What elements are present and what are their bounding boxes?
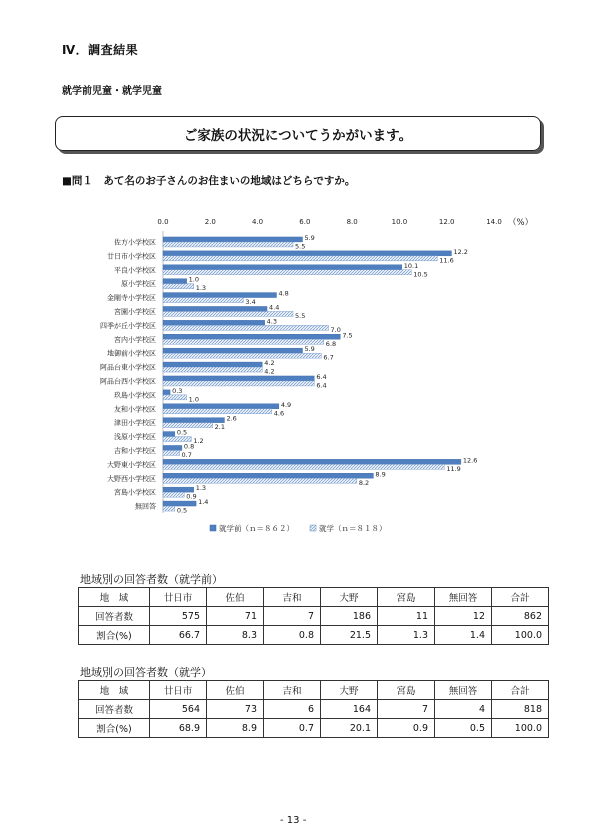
table-cell: 8.9	[207, 719, 264, 738]
bar-school	[163, 492, 184, 497]
region-bar-chart	[0, 205, 599, 540]
bar-school	[163, 311, 293, 316]
bar-school	[163, 353, 321, 358]
category-label: 大野西小学校区	[107, 474, 156, 483]
table2	[78, 680, 549, 738]
bar-school	[163, 381, 314, 386]
bar-preschool	[163, 404, 279, 409]
data-label: 5.9	[304, 345, 315, 354]
category-label: 宮園小学校区	[114, 307, 156, 316]
table-cell: 862	[492, 607, 549, 626]
category-label: 廿日市小学校区	[107, 252, 156, 261]
bar-school	[163, 325, 329, 330]
category-label: 金剛寺小学校区	[107, 294, 156, 303]
bar-school	[163, 339, 324, 344]
table-cell: 100.0	[492, 626, 549, 645]
data-label: 1.3	[195, 284, 207, 293]
category-label: 阿品台東小学校区	[100, 363, 156, 372]
table-cell: 575	[150, 607, 207, 626]
data-label: 7.5	[342, 331, 353, 340]
category-label: 宮内小学校区	[114, 335, 156, 344]
category-label: 津田小学校区	[114, 419, 156, 428]
bar-preschool	[163, 445, 182, 450]
table-cell: 186	[321, 607, 378, 626]
page-number: - 13 -	[280, 815, 307, 826]
bar-preschool	[163, 432, 175, 437]
table-header-cell: 無回答	[435, 588, 492, 607]
category-label: 四季が丘小学校区	[100, 321, 156, 330]
data-label: 6.8	[325, 339, 337, 348]
bar-school	[163, 298, 243, 303]
data-label: 4.2	[264, 359, 275, 368]
legend-label: 就学前（ｎ＝８６２）	[219, 524, 294, 533]
table-cell: 1.4	[435, 626, 492, 645]
bar-preschool	[163, 362, 262, 367]
table-cell: 0.7	[264, 719, 321, 738]
bar-school	[163, 437, 191, 442]
bar-school	[163, 242, 293, 247]
table-header-cell: 廿日市	[150, 588, 207, 607]
table-cell: 0.8	[264, 626, 321, 645]
table-header-cell: 宮島	[378, 588, 435, 607]
category-label: 地御前小学校区	[107, 349, 156, 358]
bar-school	[163, 256, 437, 261]
bar-preschool	[163, 251, 451, 256]
bar-preschool	[163, 376, 314, 381]
bar-preschool	[163, 487, 194, 492]
bar-school	[163, 409, 272, 414]
data-label: 4.9	[280, 400, 292, 409]
category-label: 佐方小学校区	[114, 238, 156, 247]
table-header-row	[79, 588, 549, 607]
bar-preschool	[163, 279, 187, 284]
data-label: 4.6	[273, 409, 285, 418]
table-cell: 7	[264, 607, 321, 626]
bar-preschool	[163, 473, 373, 478]
bar-preschool	[163, 501, 196, 506]
x-tick-label: 10.0	[391, 218, 408, 226]
category-label: 無回答	[135, 502, 156, 511]
table-header-cell: 合計	[492, 681, 549, 700]
table1	[78, 587, 549, 645]
data-label: 1.3	[195, 484, 207, 493]
table-cell: 7	[378, 700, 435, 719]
legend-label: 就学（ｎ＝８１８）	[319, 524, 387, 533]
data-label: 4.3	[266, 317, 278, 326]
table-cell: 564	[150, 700, 207, 719]
bar-preschool	[163, 390, 170, 395]
question-text: ■問１ あて名のお子さんのお住まいの地域はどちらですか。	[62, 175, 356, 187]
sub-heading: 就学前児童・就学児童	[62, 86, 162, 97]
table-header-cell: 無回答	[435, 681, 492, 700]
table-header-cell: 吉和	[264, 681, 321, 700]
data-label: 4.4	[269, 303, 280, 312]
table-cell: 100.0	[492, 719, 549, 738]
x-tick-label: 2.0	[204, 218, 216, 226]
table-header-cell: 大野	[321, 681, 378, 700]
data-label: 1.4	[198, 498, 209, 507]
data-label: 6.4	[316, 372, 327, 381]
data-label: 8.9	[375, 470, 386, 479]
bar-school	[163, 284, 194, 289]
data-label: 2.1	[214, 423, 225, 432]
category-label: 原小学校区	[121, 280, 156, 289]
table-header-cell: 廿日市	[150, 681, 207, 700]
category-label: 宮島小学校区	[114, 488, 156, 497]
data-label: 7.0	[330, 325, 341, 334]
data-label: 0.7	[181, 450, 192, 459]
table-cell: 6	[264, 700, 321, 719]
data-label: 5.9	[304, 233, 315, 242]
bar-preschool	[163, 237, 302, 242]
data-label: 11.9	[446, 464, 461, 473]
table-header-cell: 地 域	[79, 588, 150, 607]
table-header-cell: 合計	[492, 588, 549, 607]
bar-school	[163, 464, 444, 469]
data-label: 1.0	[188, 395, 199, 404]
table-cell: 71	[207, 607, 264, 626]
x-tick-label: 14.0	[486, 218, 502, 226]
data-label: 0.9	[186, 492, 197, 501]
table-header-cell: 佐伯	[207, 681, 264, 700]
data-label: 10.1	[403, 261, 419, 270]
bar-preschool	[163, 459, 461, 464]
table-cell: 割合(%)	[79, 626, 150, 645]
table-header-cell: 吉和	[264, 588, 321, 607]
x-tick-label: 6.0	[299, 218, 311, 226]
bar-preschool	[163, 348, 302, 353]
data-label: 0.8	[183, 442, 195, 451]
bar-school	[163, 395, 187, 400]
table-cell: 1.3	[378, 626, 435, 645]
legend-swatch	[310, 525, 316, 531]
table-cell: 68.9	[150, 719, 207, 738]
bar-preschool	[163, 334, 340, 339]
data-label: 5.5	[295, 311, 306, 320]
table-cell: 4	[435, 700, 492, 719]
data-label: 0.5	[176, 506, 188, 515]
table-header-cell: 大野	[321, 588, 378, 607]
table-row	[79, 607, 549, 626]
section-banner	[55, 116, 541, 151]
table1-caption: 地域別の回答者数（就学前）	[80, 573, 223, 586]
section-heading: Ⅳ．調査結果	[62, 43, 139, 57]
data-label: 0.3	[172, 386, 183, 395]
table-cell: 12	[435, 607, 492, 626]
table-cell: 818	[492, 700, 549, 719]
x-tick-label: 0.0	[157, 218, 169, 226]
bar-school	[163, 478, 357, 483]
data-label: 10.5	[413, 270, 428, 279]
table2-caption: 地域別の回答者数（就学）	[80, 666, 212, 679]
table-header-cell: 地 域	[79, 681, 150, 700]
unit-label: （%）	[508, 218, 534, 228]
category-label: 大野東小学校区	[107, 460, 156, 469]
table-row	[79, 719, 549, 738]
data-label: 5.5	[295, 242, 306, 251]
data-label: 8.2	[358, 478, 370, 487]
data-label: 11.6	[439, 256, 454, 265]
data-label: 6.7	[323, 353, 334, 362]
table-cell: 回答者数	[79, 607, 150, 626]
table-cell: 8.3	[207, 626, 264, 645]
category-label: 阿品台西小学校区	[100, 377, 156, 386]
data-label: 6.4	[316, 381, 327, 390]
table-cell: 割合(%)	[79, 719, 150, 738]
bar-school	[163, 450, 180, 455]
bar-preschool	[163, 418, 224, 423]
table-cell: 21.5	[321, 626, 378, 645]
data-label: 0.5	[176, 428, 188, 437]
x-tick-label: 4.0	[252, 218, 264, 226]
bar-preschool	[163, 320, 265, 325]
category-label: 吉和小学校区	[114, 446, 156, 455]
x-tick-label: 8.0	[346, 218, 358, 226]
table-header-cell: 宮島	[378, 681, 435, 700]
bar-preschool	[163, 293, 276, 298]
banner-title: ご家族の状況についてうかがいます。	[183, 127, 413, 144]
data-label: 4.8	[278, 289, 289, 298]
category-label: 平良小学校区	[114, 266, 156, 275]
table-cell: 66.7	[150, 626, 207, 645]
table-cell: 回答者数	[79, 700, 150, 719]
bar-school	[163, 423, 213, 428]
category-label: 浅原小学校区	[114, 433, 156, 442]
table-cell: 11	[378, 607, 435, 626]
data-label: 12.6	[462, 456, 478, 465]
legend-swatch	[210, 525, 216, 531]
table-row	[79, 626, 549, 645]
bar-school	[163, 367, 262, 372]
bar-preschool	[163, 306, 267, 311]
data-label: 1.2	[193, 437, 204, 446]
table-cell: 0.9	[378, 719, 435, 738]
data-label: 4.2	[264, 367, 275, 376]
data-label: 2.6	[226, 414, 237, 423]
table-header-cell: 佐伯	[207, 588, 264, 607]
data-label: 12.2	[453, 247, 468, 256]
category-label: 玖島小学校区	[114, 391, 156, 400]
data-label: 1.0	[188, 275, 199, 284]
table-cell: 73	[207, 700, 264, 719]
table-header-row	[79, 681, 549, 700]
bar-school	[163, 270, 411, 275]
table-cell: 20.1	[321, 719, 378, 738]
table-cell: 164	[321, 700, 378, 719]
bar-school	[163, 506, 175, 511]
table-cell: 0.5	[435, 719, 492, 738]
data-label: 3.4	[245, 298, 256, 307]
bar-preschool	[163, 265, 402, 270]
table-row	[79, 700, 549, 719]
x-tick-label: 12.0	[438, 218, 455, 226]
category-label: 友和小学校区	[114, 405, 156, 414]
